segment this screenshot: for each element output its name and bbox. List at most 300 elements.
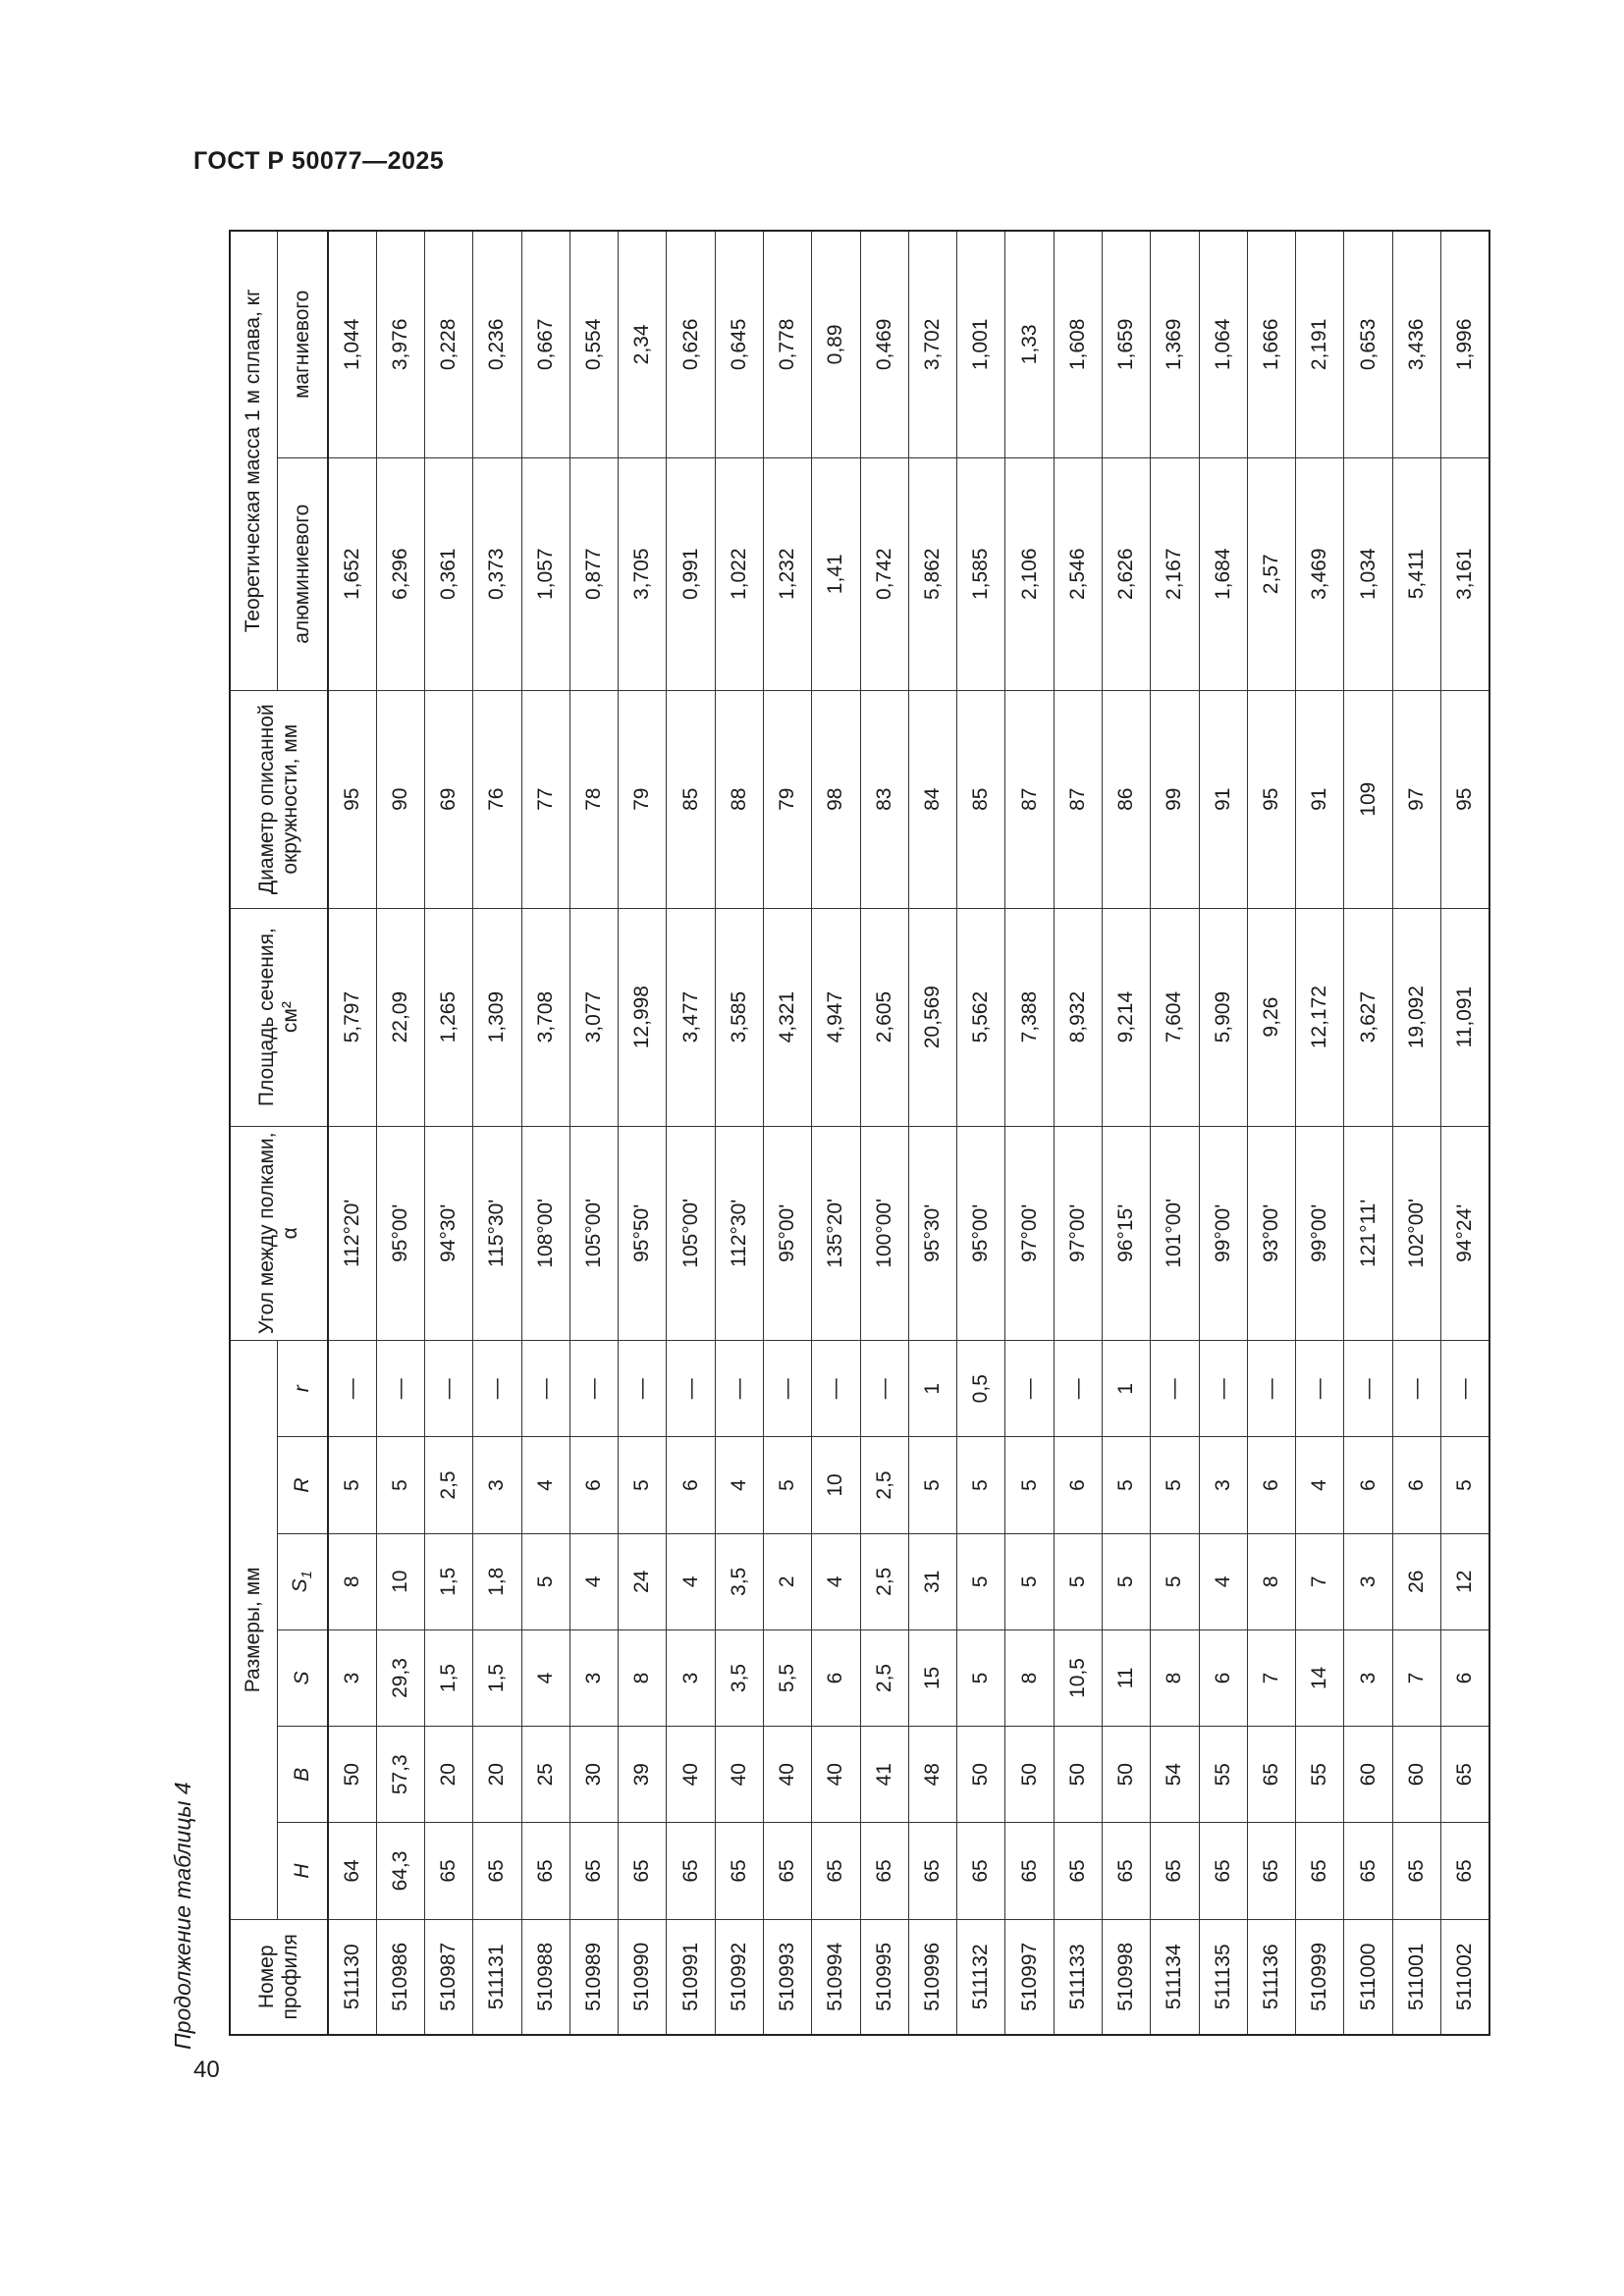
cell-s: 3 xyxy=(569,1629,618,1726)
table-row xyxy=(376,231,424,2035)
cell-mg: 0,89 xyxy=(812,231,860,457)
cell-s: 3 xyxy=(667,1629,715,1726)
cell-no: 510998 xyxy=(1103,1919,1151,2035)
cell-s: 5 xyxy=(957,1629,1005,1726)
table-row xyxy=(764,231,812,2035)
cell-b: 48 xyxy=(908,1727,956,1823)
cell-diam: 99 xyxy=(1151,690,1199,908)
cell-s: 15 xyxy=(908,1629,956,1726)
cell-s1: 26 xyxy=(1392,1533,1440,1629)
cell-diam: 90 xyxy=(376,690,424,908)
cell-s: 4 xyxy=(521,1629,569,1726)
cell-area: 5,562 xyxy=(957,908,1005,1126)
cell-r: — xyxy=(473,1341,521,1437)
table-row xyxy=(860,231,908,2035)
table-row xyxy=(1247,231,1295,2035)
cell-no: 510995 xyxy=(860,1919,908,2035)
profile-table xyxy=(229,230,1490,2036)
cell-al: 2,546 xyxy=(1054,457,1102,690)
header-r-big: R xyxy=(277,1437,328,1533)
cell-no: 511134 xyxy=(1151,1919,1199,2035)
cell-angle: 135°20' xyxy=(812,1126,860,1340)
cell-diam: 79 xyxy=(619,690,667,908)
cell-al: 1,034 xyxy=(1344,457,1392,690)
cell-r: 1 xyxy=(1103,1341,1151,1437)
cell-no: 510990 xyxy=(619,1919,667,2035)
cell-no: 510989 xyxy=(569,1919,618,2035)
header-s1-sub: 1 xyxy=(298,1571,316,1579)
cell-al: 3,161 xyxy=(1440,457,1489,690)
table-row xyxy=(328,231,376,2035)
cell-r: 5 xyxy=(1440,1437,1489,1533)
cell-s1: 3 xyxy=(1344,1533,1392,1629)
cell-area: 9,26 xyxy=(1247,908,1295,1126)
cell-al: 1,41 xyxy=(812,457,860,690)
cell-angle: 108°00' xyxy=(521,1126,569,1340)
cell-area: 20,569 xyxy=(908,908,956,1126)
cell-angle: 99°00' xyxy=(1199,1126,1247,1340)
cell-diam: 86 xyxy=(1103,690,1151,908)
cell-s: 29,3 xyxy=(376,1629,424,1726)
cell-r: 5 xyxy=(957,1437,1005,1533)
cell-b: 50 xyxy=(1103,1727,1151,1823)
document-code: ГОСТ Р 50077—2025 xyxy=(193,147,445,175)
table-row xyxy=(1199,231,1247,2035)
cell-angle: 112°30' xyxy=(715,1126,763,1340)
cell-h: 65 xyxy=(1247,1823,1295,1919)
cell-s1: 2 xyxy=(764,1533,812,1629)
cell-area: 8,932 xyxy=(1054,908,1102,1126)
cell-mg: 1,33 xyxy=(1005,231,1054,457)
table-row xyxy=(1151,231,1199,2035)
table-row xyxy=(425,231,473,2035)
cell-s: 2,5 xyxy=(860,1629,908,1726)
cell-diam: 85 xyxy=(667,690,715,908)
cell-angle: 112°20' xyxy=(328,1126,376,1340)
cell-s1: 12 xyxy=(1440,1533,1489,1629)
cell-mg: 0,626 xyxy=(667,231,715,457)
cell-al: 1,232 xyxy=(764,457,812,690)
cell-h: 65 xyxy=(860,1823,908,1919)
cell-area: 3,585 xyxy=(715,908,763,1126)
cell-r: — xyxy=(1151,1341,1199,1437)
cell-r: 5 xyxy=(328,1437,376,1533)
table-row xyxy=(619,231,667,2035)
cell-h: 65 xyxy=(521,1823,569,1919)
table-row xyxy=(1054,231,1102,2035)
cell-s1: 5 xyxy=(957,1533,1005,1629)
cell-angle: 99°00' xyxy=(1296,1126,1344,1340)
cell-no: 511133 xyxy=(1054,1919,1102,2035)
cell-h: 64,3 xyxy=(376,1823,424,1919)
cell-mg: 1,044 xyxy=(328,231,376,457)
table-row xyxy=(1296,231,1344,2035)
header-diameter: Диаметр описанной окружности, мм xyxy=(230,690,328,908)
cell-mg: 3,976 xyxy=(376,231,424,457)
cell-mg: 2,191 xyxy=(1296,231,1344,457)
cell-mg: 1,996 xyxy=(1440,231,1489,457)
cell-al: 1,585 xyxy=(957,457,1005,690)
cell-h: 65 xyxy=(619,1823,667,1919)
cell-b: 55 xyxy=(1199,1727,1247,1823)
cell-al: 1,652 xyxy=(328,457,376,690)
cell-r: 4 xyxy=(715,1437,763,1533)
header-angle: Угол между полками, α xyxy=(230,1126,328,1340)
cell-angle: 93°00' xyxy=(1247,1126,1295,1340)
cell-h: 65 xyxy=(1392,1823,1440,1919)
cell-s1: 5 xyxy=(521,1533,569,1629)
cell-s: 8 xyxy=(1151,1629,1199,1726)
cell-no: 511131 xyxy=(473,1919,521,2035)
header-r-small: r xyxy=(277,1341,328,1437)
cell-diam: 97 xyxy=(1392,690,1440,908)
cell-area: 2,605 xyxy=(860,908,908,1126)
table-row xyxy=(473,231,521,2035)
table-container xyxy=(229,230,1490,2036)
cell-diam: 98 xyxy=(812,690,860,908)
cell-r: 5 xyxy=(619,1437,667,1533)
cell-al: 5,411 xyxy=(1392,457,1440,690)
cell-h: 65 xyxy=(1296,1823,1344,1919)
cell-angle: 105°00' xyxy=(667,1126,715,1340)
table-row xyxy=(1005,231,1054,2035)
cell-s: 11 xyxy=(1103,1629,1151,1726)
cell-no: 511135 xyxy=(1199,1919,1247,2035)
cell-s1: 7 xyxy=(1296,1533,1344,1629)
cell-al: 6,296 xyxy=(376,457,424,690)
cell-diam: 95 xyxy=(328,690,376,908)
header-dimensions: Размеры, мм xyxy=(230,1341,277,1920)
cell-r: 6 xyxy=(569,1437,618,1533)
cell-r: 2,5 xyxy=(860,1437,908,1533)
table-row xyxy=(908,231,956,2035)
cell-s1: 4 xyxy=(667,1533,715,1629)
cell-mg: 1,608 xyxy=(1054,231,1102,457)
cell-s: 1,5 xyxy=(425,1629,473,1726)
cell-diam: 109 xyxy=(1344,690,1392,908)
cell-angle: 96°15' xyxy=(1103,1126,1151,1340)
cell-area: 19,092 xyxy=(1392,908,1440,1126)
cell-r: — xyxy=(569,1341,618,1437)
cell-b: 25 xyxy=(521,1727,569,1823)
cell-no: 511000 xyxy=(1344,1919,1392,2035)
cell-angle: 95°50' xyxy=(619,1126,667,1340)
cell-angle: 94°30' xyxy=(425,1126,473,1340)
table-row xyxy=(521,231,569,2035)
cell-area: 4,321 xyxy=(764,908,812,1126)
cell-diam: 91 xyxy=(1199,690,1247,908)
cell-angle: 95°30' xyxy=(908,1126,956,1340)
cell-angle: 105°00' xyxy=(569,1126,618,1340)
cell-s: 1,5 xyxy=(473,1629,521,1726)
cell-s: 6 xyxy=(1440,1629,1489,1726)
cell-s: 6 xyxy=(812,1629,860,1726)
cell-mg: 0,667 xyxy=(521,231,569,457)
cell-mg: 1,666 xyxy=(1247,231,1295,457)
header-area: Площадь сечения, см² xyxy=(230,908,328,1126)
cell-h: 65 xyxy=(1344,1823,1392,1919)
cell-r: — xyxy=(812,1341,860,1437)
header-profile-no: Номер профиля xyxy=(230,1919,328,2035)
table-row xyxy=(569,231,618,2035)
cell-r: — xyxy=(1005,1341,1054,1437)
cell-b: 54 xyxy=(1151,1727,1199,1823)
cell-s: 3 xyxy=(328,1629,376,1726)
cell-h: 65 xyxy=(1151,1823,1199,1919)
cell-diam: 77 xyxy=(521,690,569,908)
header-s1 xyxy=(277,1533,328,1629)
cell-diam: 95 xyxy=(1440,690,1489,908)
cell-b: 50 xyxy=(328,1727,376,1823)
cell-area: 1,309 xyxy=(473,908,521,1126)
table-row xyxy=(667,231,715,2035)
cell-diam: 76 xyxy=(473,690,521,908)
cell-al: 3,705 xyxy=(619,457,667,690)
cell-al: 0,742 xyxy=(860,457,908,690)
cell-b: 20 xyxy=(425,1727,473,1823)
cell-s1: 5 xyxy=(1054,1533,1102,1629)
cell-b: 40 xyxy=(764,1727,812,1823)
cell-b: 60 xyxy=(1344,1727,1392,1823)
cell-h: 65 xyxy=(1103,1823,1151,1919)
table-row xyxy=(812,231,860,2035)
cell-r: — xyxy=(860,1341,908,1437)
cell-s: 6 xyxy=(1199,1629,1247,1726)
cell-area: 11,091 xyxy=(1440,908,1489,1126)
cell-angle: 94°24' xyxy=(1440,1126,1489,1340)
cell-mg: 3,702 xyxy=(908,231,956,457)
cell-no: 510994 xyxy=(812,1919,860,2035)
page-number: 40 xyxy=(193,2056,220,2083)
cell-s1: 1,5 xyxy=(425,1533,473,1629)
cell-b: 20 xyxy=(473,1727,521,1823)
cell-mg: 1,369 xyxy=(1151,231,1199,457)
cell-h: 65 xyxy=(908,1823,956,1919)
cell-mg: 0,236 xyxy=(473,231,521,457)
cell-h: 65 xyxy=(812,1823,860,1919)
cell-diam: 85 xyxy=(957,690,1005,908)
cell-s1: 5 xyxy=(1103,1533,1151,1629)
cell-al: 0,991 xyxy=(667,457,715,690)
cell-diam: 87 xyxy=(1054,690,1102,908)
header-magnesium: магниевого xyxy=(277,231,328,457)
cell-angle: 101°00' xyxy=(1151,1126,1199,1340)
cell-r: 4 xyxy=(521,1437,569,1533)
cell-area: 22,09 xyxy=(376,908,424,1126)
table-row xyxy=(1344,231,1392,2035)
cell-h: 65 xyxy=(1199,1823,1247,1919)
cell-r: — xyxy=(376,1341,424,1437)
table-row xyxy=(1103,231,1151,2035)
cell-r: 5 xyxy=(1005,1437,1054,1533)
cell-no: 510988 xyxy=(521,1919,569,2035)
cell-r: — xyxy=(1440,1341,1489,1437)
cell-al: 1,022 xyxy=(715,457,763,690)
cell-area: 3,077 xyxy=(569,908,618,1126)
cell-no: 510991 xyxy=(667,1919,715,2035)
table-body xyxy=(328,231,1489,2035)
table-row xyxy=(957,231,1005,2035)
cell-al: 1,057 xyxy=(521,457,569,690)
cell-s1: 4 xyxy=(812,1533,860,1629)
cell-al: 2,57 xyxy=(1247,457,1295,690)
cell-r: 10 xyxy=(812,1437,860,1533)
cell-mg: 0,778 xyxy=(764,231,812,457)
cell-area: 7,604 xyxy=(1151,908,1199,1126)
cell-r: — xyxy=(328,1341,376,1437)
cell-r: 3 xyxy=(1199,1437,1247,1533)
cell-area: 3,627 xyxy=(1344,908,1392,1126)
cell-s1: 2,5 xyxy=(860,1533,908,1629)
cell-r: 5 xyxy=(908,1437,956,1533)
cell-r: — xyxy=(521,1341,569,1437)
cell-mg: 0,469 xyxy=(860,231,908,457)
cell-b: 30 xyxy=(569,1727,618,1823)
cell-mg: 0,554 xyxy=(569,231,618,457)
cell-r: — xyxy=(1392,1341,1440,1437)
cell-al: 2,106 xyxy=(1005,457,1054,690)
cell-angle: 97°00' xyxy=(1005,1126,1054,1340)
cell-al: 0,373 xyxy=(473,457,521,690)
cell-area: 3,477 xyxy=(667,908,715,1126)
table-row xyxy=(715,231,763,2035)
cell-b: 57,3 xyxy=(376,1727,424,1823)
cell-angle: 100°00' xyxy=(860,1126,908,1340)
cell-area: 7,388 xyxy=(1005,908,1054,1126)
cell-al: 5,862 xyxy=(908,457,956,690)
cell-al: 2,167 xyxy=(1151,457,1199,690)
cell-r: 5 xyxy=(376,1437,424,1533)
cell-s1: 4 xyxy=(1199,1533,1247,1629)
cell-h: 64 xyxy=(328,1823,376,1919)
cell-angle: 102°00' xyxy=(1392,1126,1440,1340)
cell-s: 5,5 xyxy=(764,1629,812,1726)
cell-area: 5,797 xyxy=(328,908,376,1126)
cell-mg: 3,436 xyxy=(1392,231,1440,457)
cell-r: 5 xyxy=(1103,1437,1151,1533)
cell-s1: 1,8 xyxy=(473,1533,521,1629)
cell-mg: 1,659 xyxy=(1103,231,1151,457)
cell-r: 2,5 xyxy=(425,1437,473,1533)
cell-s: 7 xyxy=(1247,1629,1295,1726)
cell-al: 0,877 xyxy=(569,457,618,690)
cell-b: 65 xyxy=(1247,1727,1295,1823)
cell-s1: 3,5 xyxy=(715,1533,763,1629)
cell-b: 40 xyxy=(667,1727,715,1823)
cell-diam: 84 xyxy=(908,690,956,908)
cell-s: 3 xyxy=(1344,1629,1392,1726)
cell-r: 6 xyxy=(1392,1437,1440,1533)
cell-no: 511002 xyxy=(1440,1919,1489,2035)
cell-h: 65 xyxy=(715,1823,763,1919)
cell-s1: 5 xyxy=(1005,1533,1054,1629)
cell-s1: 24 xyxy=(619,1533,667,1629)
cell-s1: 5 xyxy=(1151,1533,1199,1629)
cell-al: 0,361 xyxy=(425,457,473,690)
cell-r: — xyxy=(715,1341,763,1437)
cell-r: 6 xyxy=(667,1437,715,1533)
header-aluminum: алюминиевого xyxy=(277,457,328,690)
cell-h: 65 xyxy=(473,1823,521,1919)
cell-mg: 2,34 xyxy=(619,231,667,457)
cell-s: 14 xyxy=(1296,1629,1344,1726)
cell-b: 41 xyxy=(860,1727,908,1823)
cell-b: 50 xyxy=(1005,1727,1054,1823)
cell-s: 7 xyxy=(1392,1629,1440,1726)
cell-r: — xyxy=(1296,1341,1344,1437)
cell-angle: 95°00' xyxy=(376,1126,424,1340)
cell-r: 6 xyxy=(1054,1437,1102,1533)
cell-no: 511001 xyxy=(1392,1919,1440,2035)
cell-r: 6 xyxy=(1247,1437,1295,1533)
cell-area: 3,708 xyxy=(521,908,569,1126)
cell-angle: 95°00' xyxy=(957,1126,1005,1340)
cell-mg: 1,064 xyxy=(1199,231,1247,457)
cell-area: 9,214 xyxy=(1103,908,1151,1126)
cell-r: 0,5 xyxy=(957,1341,1005,1437)
cell-no: 511130 xyxy=(328,1919,376,2035)
cell-diam: 79 xyxy=(764,690,812,908)
cell-s1: 8 xyxy=(1247,1533,1295,1629)
cell-h: 65 xyxy=(425,1823,473,1919)
cell-area: 1,265 xyxy=(425,908,473,1126)
cell-diam: 69 xyxy=(425,690,473,908)
cell-no: 510986 xyxy=(376,1919,424,2035)
cell-r: — xyxy=(1054,1341,1102,1437)
cell-no: 511136 xyxy=(1247,1919,1295,2035)
cell-r: — xyxy=(667,1341,715,1437)
cell-diam: 83 xyxy=(860,690,908,908)
cell-r: 6 xyxy=(1344,1437,1392,1533)
cell-b: 55 xyxy=(1296,1727,1344,1823)
cell-h: 65 xyxy=(1054,1823,1102,1919)
cell-h: 65 xyxy=(1005,1823,1054,1919)
cell-no: 510999 xyxy=(1296,1919,1344,2035)
cell-area: 12,172 xyxy=(1296,908,1344,1126)
cell-r: 1 xyxy=(908,1341,956,1437)
cell-angle: 115°30' xyxy=(473,1126,521,1340)
cell-mg: 0,228 xyxy=(425,231,473,457)
table-row xyxy=(1392,231,1440,2035)
cell-al: 2,626 xyxy=(1103,457,1151,690)
cell-s: 3,5 xyxy=(715,1629,763,1726)
cell-mg: 0,653 xyxy=(1344,231,1392,457)
cell-s1: 8 xyxy=(328,1533,376,1629)
cell-no: 511132 xyxy=(957,1919,1005,2035)
header-s: S xyxy=(277,1629,328,1726)
cell-area: 12,998 xyxy=(619,908,667,1126)
cell-r: — xyxy=(1247,1341,1295,1437)
cell-b: 50 xyxy=(957,1727,1005,1823)
cell-diam: 88 xyxy=(715,690,763,908)
header-b: B xyxy=(277,1727,328,1823)
cell-b: 40 xyxy=(812,1727,860,1823)
table-caption: Продолжение таблицы 4 xyxy=(170,1782,195,2050)
cell-s: 8 xyxy=(619,1629,667,1726)
table-rotated xyxy=(229,230,1490,2036)
cell-diam: 87 xyxy=(1005,690,1054,908)
cell-s1: 31 xyxy=(908,1533,956,1629)
cell-b: 65 xyxy=(1440,1727,1489,1823)
cell-area: 5,909 xyxy=(1199,908,1247,1126)
cell-h: 65 xyxy=(1440,1823,1489,1919)
cell-r: 5 xyxy=(764,1437,812,1533)
cell-r: — xyxy=(619,1341,667,1437)
cell-angle: 121°11' xyxy=(1344,1126,1392,1340)
cell-al: 3,469 xyxy=(1296,457,1344,690)
cell-h: 65 xyxy=(667,1823,715,1919)
cell-no: 510997 xyxy=(1005,1919,1054,2035)
